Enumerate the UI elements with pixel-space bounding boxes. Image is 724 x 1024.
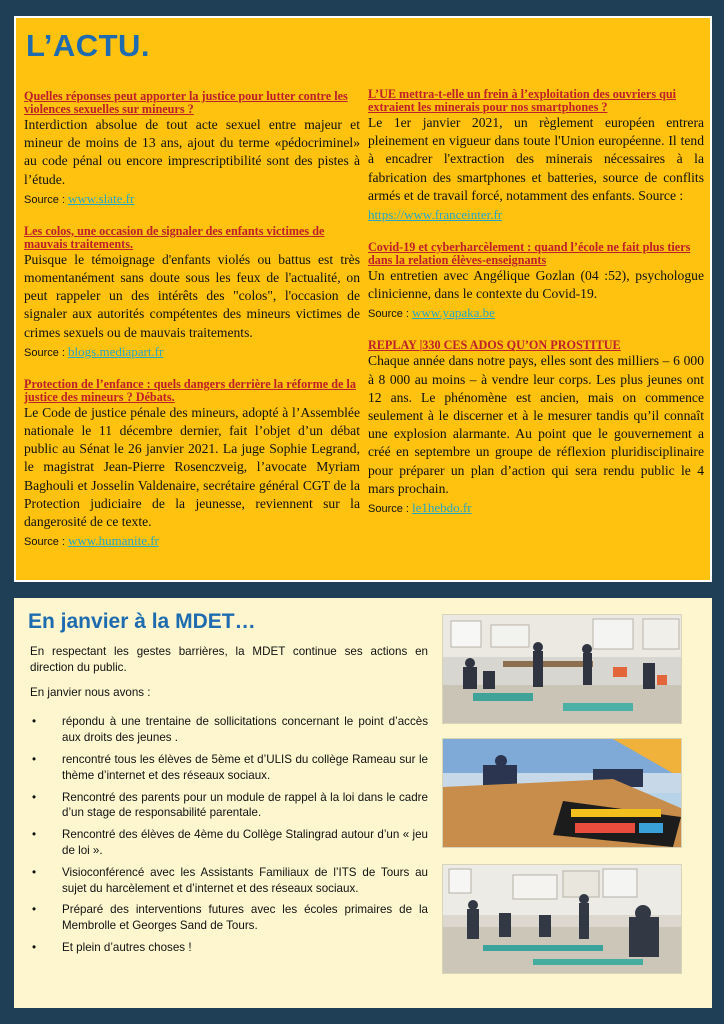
- bullet-icon: •: [32, 865, 37, 879]
- source-link[interactable]: blogs.mediapart.fr: [68, 343, 164, 359]
- source-link[interactable]: www.humanite.fr: [68, 533, 159, 549]
- list-item-text: Rencontré des parents pour un module de rappel à la loi dans le cadre d’un stage de responsabilité parentale.: [62, 790, 428, 820]
- bullet-icon: •: [32, 790, 37, 804]
- list-item-text: Et plein d’autres choses !: [62, 940, 192, 954]
- bullet-icon: •: [32, 940, 37, 954]
- article-headline[interactable]: Quelles réponses peut apporter la justice pour lutter contre les violences sexuelles sur mineurs ?: [24, 89, 348, 116]
- article: [24, 90, 360, 209]
- list-item: [30, 790, 428, 822]
- source-label: Source :: [24, 193, 69, 206]
- source-label: Source :: [368, 308, 413, 321]
- actu-right-column: [368, 88, 704, 534]
- actu-left-column: [24, 90, 360, 567]
- mdet-title: En janvier à la MDET…: [28, 610, 256, 633]
- article-body: Puisque le témoignage d'enfants violés ou battus est très momentanément sans doute sous les feux de l'actualité, on peut rappeler un des intérêts des "colos", l'occasion de signaler aux autorités compétentes des mineurs victimes de crimes sexuels ou de mauvais traitements.: [24, 251, 360, 340]
- list-item: [30, 714, 428, 746]
- source-link[interactable]: www.slate.fr: [68, 190, 135, 206]
- article-source: [24, 190, 360, 209]
- article-headline[interactable]: REPLAY |330 CES ADOS QU’ON PROSTITUE: [368, 338, 621, 353]
- bullet-icon: •: [32, 752, 37, 766]
- article: [368, 88, 704, 225]
- article-source: [368, 206, 704, 225]
- mdet-intro: En respectant les gestes barrières, la MDET continue ses actions en direction du public.: [30, 645, 428, 674]
- actu-title: L’ACTU.: [26, 28, 151, 63]
- actu-panel: [14, 16, 712, 582]
- list-item: [30, 865, 428, 897]
- photo-visioconference-image: [443, 865, 682, 974]
- source-label: Source :: [24, 536, 69, 549]
- bullet-icon: •: [32, 828, 37, 842]
- article-body: Un entretien avec Angélique Gozlan (04 :52), psychologue clinicienne, dans le contexte du Covid-19.: [368, 268, 704, 302]
- list-item-text: rencontré tous les élèves de 5ème et d’ULIS du collège Rameau sur le thème d’internet et des réseaux sociaux.: [62, 752, 428, 782]
- list-item: [30, 940, 428, 956]
- photo-visioconference: [442, 864, 682, 974]
- bullet-icon: •: [32, 903, 37, 917]
- article-headline[interactable]: L’UE mettra-t-elle un frein à l’exploitation des ouvriers qui extraient les minerais pour nos smartphones ?: [368, 87, 677, 114]
- article-source: [368, 304, 704, 323]
- article-headline[interactable]: Covid-19 et cyberharcèlement : quand l’école ne fait plus tiers dans la relation élèves-enseignants: [368, 240, 691, 268]
- source-link[interactable]: le1hebdo.fr: [412, 500, 472, 516]
- article-headline[interactable]: Les colos, une occasion de signaler des enfants victimes de mauvais traitements.: [24, 223, 325, 251]
- article-headline[interactable]: Protection de l’enfance : quels dangers derrière la réforme de la justice des mineurs ? Débats.: [24, 376, 356, 404]
- source-label: Source :: [24, 346, 69, 359]
- article: [368, 339, 704, 518]
- article: [368, 241, 704, 323]
- photo-jeu-de-loi-image: [443, 739, 682, 848]
- list-item: [30, 827, 428, 859]
- article-body: Interdiction absolue de tout acte sexuel entre majeur et mineur de moins de 13 ans, ajout du terme «pédocriminel» au code pénal ou encore imprescriptibilité sont des pistes à l’étude.: [24, 117, 360, 187]
- mdet-panel: [14, 598, 712, 1008]
- source-link[interactable]: www.yapaka.be: [412, 305, 495, 321]
- photo-classroom-activity-image: [443, 615, 682, 724]
- list-item: [30, 902, 428, 934]
- list-item-text: Préparé des interventions futures avec les écoles primaires de la Membrolle et Georges Sand de Tours.: [62, 903, 428, 933]
- article-body: Le 1er janvier 2021, un règlement européen entrera pleinement en vigueur dans toute l'Union européenne. Il tend à encadrer l'extraction des minerais nécessaires à la fabrication des smartphones et batteries, source de conflits armés et de travail forcé, notamment des enfants. Source :: [368, 115, 704, 203]
- mdet-lead: En janvier nous avons :: [30, 685, 151, 699]
- article: [24, 225, 360, 362]
- article-source: [24, 343, 360, 362]
- photo-classroom-activity: [442, 614, 682, 724]
- list-item: [30, 752, 428, 784]
- article: [24, 378, 360, 551]
- source-link[interactable]: https://www.franceinter.fr: [368, 207, 503, 223]
- article-body: Le Code de justice pénale des mineurs, adopté à l’Assemblée nationale le 11 décembre dernier, fait l’objet d’un débat public au Sénat le 26 janvier 2021. La juge Sophie Legrand, le magistrat Jean-Pierre Rosenczveig, l’avocate Myriam Baghouli et Josselin Valdenaire, secrétaire général CGT de la Protection judiciaire de la jeunesse, reviennent sur la dangerosité de ce texte.: [24, 404, 360, 530]
- list-item-text: Rencontré des élèves de 4ème du Collège Stalingrad autour d’un « jeu de loi ».: [62, 828, 428, 857]
- mdet-text: [30, 644, 428, 962]
- article-source: [368, 499, 704, 518]
- bullet-icon: •: [32, 715, 37, 729]
- article-body: Chaque année dans notre pays, elles sont des milliers – 6 000 à 8 000 au moins – à vendre leur corps. Les plus jeunes ont 12 ans. Le phénomène est ancien, mais on commence seulement à le discerner et à le mesurer tandis qu’il connaît une explosion alarmante. Au point que le gouvernement a créé en septembre un groupe de réflexion pluridisciplinaire pour préparer un plan d’action qui sera rendu public le 4 mars prochain.: [368, 353, 704, 496]
- article-source: [24, 532, 360, 551]
- list-item-text: Visioconférencé avec les Assistants Familiaux de l’ITS de Tours au sujet du harcèlement et d’internet et des réseaux sociaux.: [62, 865, 428, 895]
- source-label: Source :: [368, 503, 413, 516]
- list-item-text: répondu à une trentaine de sollicitations concernant le point d’accès aux droits des jeunes .: [62, 715, 428, 745]
- photo-jeu-de-loi: [442, 738, 682, 848]
- mdet-list: [30, 714, 428, 955]
